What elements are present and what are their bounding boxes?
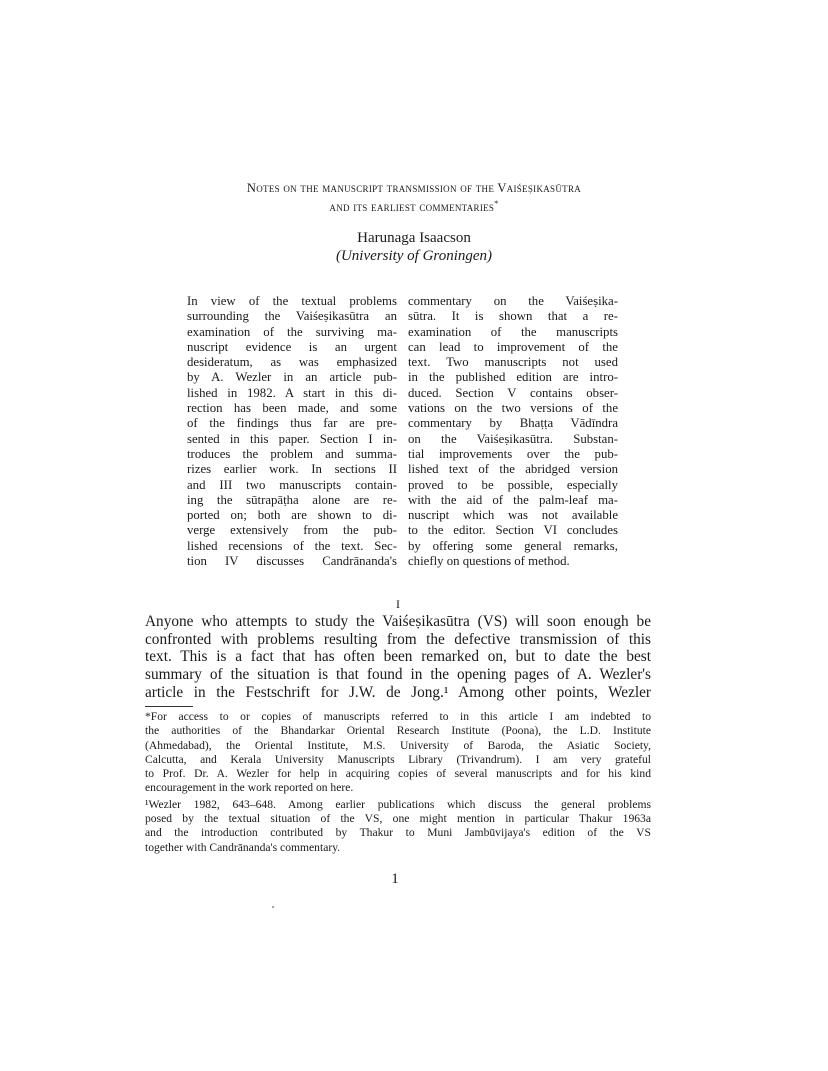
abstract-line: lished text of the abridged version: [408, 462, 618, 477]
title-line-1: Notes on the manuscript transmission of the Vaiśeṣikasūtra: [246, 181, 582, 195]
abstract-line: of the findings thus far are pre-: [187, 416, 397, 431]
abstract-line: vations on the two versions of the: [408, 401, 618, 416]
abstract-line: ported on; both are shown to di-: [187, 508, 397, 523]
abstract-line: sented in this paper. Section I in-: [187, 431, 397, 446]
abstract-line: surrounding the Vaiśeṣikasūtra an: [187, 309, 397, 324]
abstract-line: ing the sūtrapāṭha alone are re-: [187, 492, 397, 507]
abstract-line: tion IV discusses Candrānanda's: [187, 554, 397, 569]
abstract-line: sūtra. It is shown that a re-: [408, 309, 618, 324]
abstract-line: commentary by Bhaṭṭa Vādīndra: [408, 416, 618, 431]
footnote-line: the authorities of the Bhandarkar Oriental Research Institute (Poona), the L.D. Institute: [145, 724, 651, 738]
abstract-line: proved to be possible, especially: [408, 477, 618, 492]
author-name: Harunaga Isaacson: [357, 230, 471, 246]
footnote-rule: [145, 706, 193, 707]
abstract-line: examination of the surviving ma-: [187, 324, 397, 339]
abstract-right-column: [408, 294, 618, 569]
body-line: text. This is a fact that has often been remarked on, but to date the best: [145, 648, 651, 666]
abstract-line: in the published edition are intro-: [408, 370, 618, 385]
body-paragraph: [145, 613, 651, 702]
footnote-1: [145, 798, 651, 855]
abstract-line: by A. Wezler in an article pub-: [187, 370, 397, 385]
abstract-line: troduces the problem and summa-: [187, 446, 397, 461]
footnote-line: and the introduction contributed by Thakur to Muni Jambūvijaya's edition of the VS: [145, 826, 651, 840]
footnote-line: together with Candrānanda's commentary.: [145, 840, 341, 854]
scan-speck: [272, 906, 274, 908]
title-footnote-mark: *: [494, 198, 499, 208]
body-line: article in the Festschrift for J.W. de Jong.¹ Among other points, Wezler: [145, 683, 651, 701]
footnote-line: to Prof. Dr. A. Wezler for help in acquiring copies of several manuscripts and for his kind: [145, 767, 651, 781]
body-line: summary of the situation is that found in the opening pages of A. Wezler's: [145, 666, 651, 684]
abstract-line: can lead to improvement of the: [408, 339, 618, 354]
abstract-line: with the aid of the palm-leaf ma-: [408, 492, 618, 507]
section-heading: I: [396, 597, 400, 611]
footnote-line: posed by the textual situation of the VS, one might mention in particular Thakur 1963a: [145, 812, 651, 826]
abstract-line: In view of the textual problems: [187, 294, 397, 308]
footnote-line: encouragement in the work reported on here.: [145, 781, 354, 795]
abstract-line: commentary on the Vaiśeṣika-: [408, 294, 618, 308]
abstract-line: nuscript which was not available: [408, 508, 618, 523]
footnote-line: (Ahmedabad), the Oriental Institute, M.S. University of Baroda, the Asiatic Society,: [145, 738, 651, 752]
abstract-line: verge extensively from the pub-: [187, 523, 397, 538]
abstract-line: rection has been made, and some: [187, 401, 397, 416]
abstract-line: tial improvements over the pub-: [408, 446, 618, 461]
abstract-left-column: [187, 294, 397, 569]
author-affiliation: (University of Groningen): [335, 248, 493, 264]
abstract-line: desideratum, as was emphasized: [187, 355, 397, 370]
abstract-line: duced. Section V contains obser-: [408, 385, 618, 400]
article-title: [120, 179, 708, 217]
footnote-line: Calcutta, and Kerala University Manuscripts Library (Trivandrum). I am very grateful: [145, 752, 651, 766]
body-line: Anyone who attempts to study the Vaiśeṣikasūtra (VS) will soon enough be: [145, 613, 651, 630]
footnote-line: *For access to or copies of manuscripts referred to in this article I am indebted to: [145, 710, 651, 723]
abstract-line: by offering some general remarks,: [408, 538, 618, 553]
abstract-line: on the Vaiśeṣikasūtra. Substan-: [408, 431, 618, 446]
abstract-line: text. Two manuscripts not used: [408, 355, 618, 370]
title-line-2: and its earliest commentaries*: [329, 198, 499, 214]
abstract-line: to the editor. Section VI concludes: [408, 523, 618, 538]
abstract-line: chiefly on questions of method.: [408, 554, 570, 569]
abstract-line: nuscript evidence is an urgent: [187, 339, 397, 354]
abstract-line: and III two manuscripts contain-: [187, 477, 397, 492]
footnotes: [145, 710, 651, 855]
abstract-line: lished in 1982. A start in this di-: [187, 385, 397, 400]
abstract-line: examination of the manuscripts: [408, 324, 618, 339]
page-number: 1: [391, 871, 399, 887]
abstract-line: lished recensions of the text. Sec-: [187, 538, 397, 553]
footnote-star: [145, 710, 651, 796]
abstract-line: rizes earlier work. In sections II: [187, 462, 397, 477]
body-line: confronted with problems resulting from the defective transmission of this: [145, 630, 651, 648]
footnote-line: ¹Wezler 1982, 643–648. Among earlier publications which discuss the general problems: [145, 797, 651, 811]
